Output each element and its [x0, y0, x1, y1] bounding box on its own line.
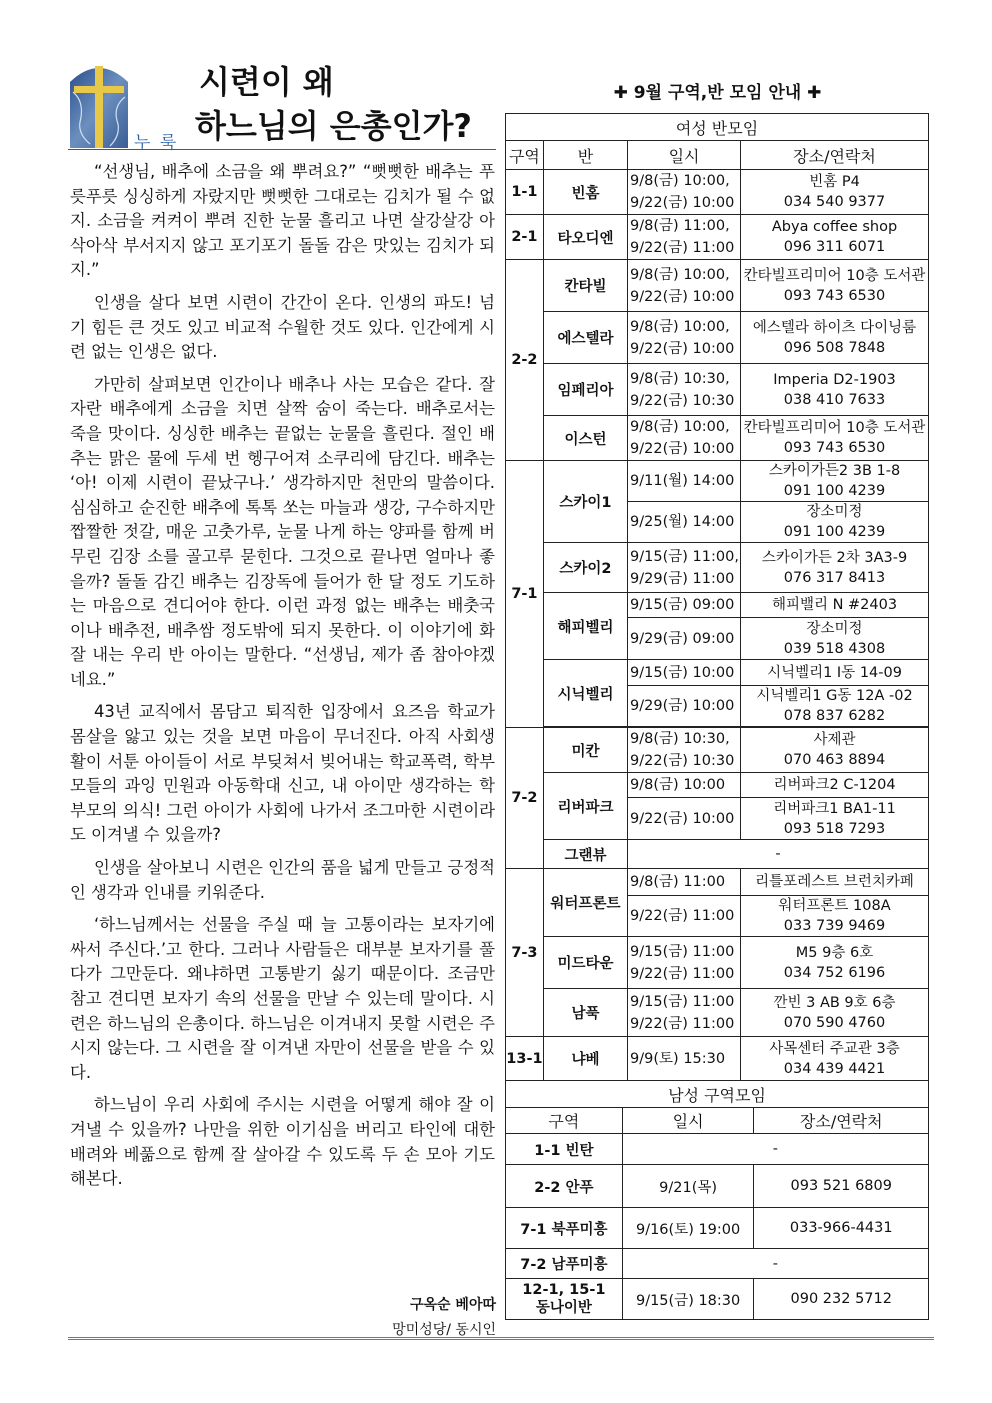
table-row: 시닉벨리 9/15(금) 10:00 시닉벨리1 I동 14-09: [506, 660, 929, 686]
column-header: 장소/연락처: [741, 141, 929, 170]
women-schedule-table: [505, 113, 929, 1081]
paragraph: 인생을 살다 보면 시련이 간간이 온다. 인생의 파도! 넘기 힘든 큰 것도 있고 비교적 수월한 것도 있다. 인간에게 시련 없는 인생은 없다.: [70, 292, 495, 362]
paragraph: “선생님, 배추에 소금을 왜 뿌려요?” “뻣뻣한 배추는 푸릇푸릇 싱싱하게 자랐지만 뻣뻣한 그대로는 김치가 될 수 없지. 소금을 켜켜이 뿌려 진한 눈물 흘리고 나면 살강살강 아삭아삭 부서지지 않고 포기포기 돌돌 감은 맛있는 김치가 되지.”: [70, 162, 495, 280]
table-caption: 남성 구역모임: [506, 1081, 929, 1108]
table-row: 리버파크 9/8(금) 10:00 리버파크2 C-1204: [506, 773, 929, 798]
paragraph: 43년 교직에서 몸담고 퇴직한 입장에서 요즈음 학교가 몸살을 앓고 있는 것을 보면 마음이 무너진다. 아직 사회생활이 서툰 아이들이 서로 부딪쳐서 빚어내는 학교폭력, 학부모들의 과잉 민원과 아동학대 신고, 내 아이만 생각하는 학부모의 의식! 그런 아이가 사회에 나가서 조그마한 시련이라도 이겨낼 수 있을까?: [70, 702, 495, 845]
table-row: 7-2 미칸 9/8(금) 10:30, 9/22(금) 10:30 사제관 070 463 8894: [506, 728, 929, 773]
table-row: 7-1 북푸미흥 9/16(토) 19:00 033-966-4431: [506, 1208, 929, 1249]
column-header: 구역: [506, 141, 544, 170]
nuruk-logo-icon: [70, 62, 128, 148]
table-row: 9/22(금) 10:00 리버파크1 BA1-11 093 518 7293: [506, 798, 929, 840]
table-row: 9/29(금) 10:00 시닉벨리1 G동 12A -02 078 837 6282: [506, 686, 929, 727]
table-row: 남푹 9/15(금) 11:00 9/22(금) 11:00 깐빈 3 AB 9호 6층 070 590 4760: [506, 989, 929, 1037]
table-row: 7-3 워터프론트 9/8(금) 11:00 리틀포레스트 브런치카페: [506, 869, 929, 896]
table-row: 1-1 빈탄 -: [506, 1134, 929, 1165]
column-header: 반: [543, 141, 627, 170]
page-footer-rule: [68, 1337, 934, 1340]
table-row: 해피벨리 9/15(금) 09:00 해피밸리 N #2403: [506, 593, 929, 618]
table-row: 7-2 남푸미흥 -: [506, 1249, 929, 1279]
table-row: 9/22(금) 11:00 워터프론트 108A 033 739 9469: [506, 896, 929, 937]
article-body: [70, 160, 495, 1200]
table-row: 이스턴 9/8(금) 10:00, 9/22(금) 10:00 칸타빌프리미어 10층 도서관 093 743 6530: [506, 416, 929, 461]
table-row: 1-1 빈홈 9/8(금) 10:00, 9/22(금) 10:00 빈홈 P4 034 540 9377: [506, 170, 929, 215]
table-row: 12-1, 15-1 동나이반 9/15(금) 18:30 090 232 5712: [506, 1279, 929, 1320]
schedule-title: ✚ 9월 구역,반 모임 안내 ✚: [613, 83, 822, 103]
title-divider: [68, 149, 496, 150]
table-row: 2-2 안푸 9/21(목) 093 521 6809: [506, 1165, 929, 1208]
table-row: 에스텔라 9/8(금) 10:00, 9/22(금) 10:00 에스텔라 하이츠 다이닝룸 096 508 7848: [506, 312, 929, 364]
table-row: 미드타운 9/15(금) 11:00 9/22(금) 11:00 M5 9층 6호 034 752 6196: [506, 937, 929, 989]
column-header: 일시: [622, 1108, 754, 1134]
table-row: 13-1 냐베 9/9(토) 15:30 사목센터 주교관 3층 034 439 4421: [506, 1037, 929, 1081]
title-line-2: 하느님의 은총인가?: [195, 107, 472, 145]
column-header: 구역: [506, 1108, 623, 1134]
table-row: 9/29(금) 09:00 장소미정 039 518 4308: [506, 618, 929, 660]
table-row: 2-2 칸타빌 9/8(금) 10:00, 9/22(금) 10:00 칸타빌프리미어 10층 도서관 093 743 6530: [506, 260, 929, 312]
column-header: 일시: [628, 141, 741, 170]
men-schedule-table: [505, 1080, 929, 1320]
table-row: 스카이2 9/15(금) 11:00, 9/29(금) 11:00 스카이가든 2차 3A3-9 076 317 8413: [506, 543, 929, 593]
paragraph: 하느님이 우리 사회에 주시는 시련을 어떻게 해야 잘 이겨낼 수 있을까? 나만을 위한 이기심을 버리고 타인에 대한 배려와 베풂으로 함께 잘 살아갈 수 있도록 두 손 모아 기도해본다.: [70, 1095, 495, 1189]
table-row: 임페리아 9/8(금) 10:30, 9/22(금) 10:30 Imperia D2-1903 038 410 7633: [506, 364, 929, 416]
table-row: 7-1 스카이1 9/11(월) 14:00 스카이가든2 3B 1-8 091 100 4239: [506, 461, 929, 502]
logo-caption: 누 룩: [134, 133, 179, 153]
table-row: 2-1 타오디엔 9/8(금) 11:00, 9/22(금) 11:00 Abya coffee shop 096 311 6071: [506, 215, 929, 260]
table-caption: 여성 반모임: [506, 114, 929, 141]
author-name: 구옥순 베아따: [409, 1297, 496, 1313]
paragraph: ‘하느님께서는 선물을 주실 때 늘 고통이라는 보자기에 싸서 주신다.’고 한다. 그러나 사람들은 대부분 보자기를 풀다가 그만둔다. 왜냐하면 고통받기 싫기 때문이다. 조금만 참고 견디면 보자기 속의 선물을 만날 수 있는데 말이다. 시련은 하느님의 은총이다. 하느님은 이겨내지 못할 시련은 주시지 않는다. 그 시련을 잘 이겨낸 자만이 선물을 받을 수 있다.: [70, 915, 495, 1082]
title-line-1: 시련이 왜: [199, 63, 334, 101]
column-header: 장소/연락처: [754, 1108, 929, 1134]
article-title: [195, 60, 472, 148]
paragraph: 인생을 살아보니 시련은 인간의 품을 넓게 만들고 긍정적인 생각과 인내를 키워준다.: [70, 858, 495, 902]
table-row: 그랜뷰 -: [506, 840, 929, 869]
paragraph: 가만히 살펴보면 인간이나 배추나 사는 모습은 같다. 잘 자란 배추에게 소금을 치면 살짝 숨이 죽는다. 배추로서는 죽을 맛이다. 싱싱한 배추는 끝없는 눈물을 흘린다. 절인 배추는 맑은 물에 두세 번 헹구어져 소쿠리에 담긴다. 배추는 ‘아! 이제 시련이 끝났구나.’ 생각하지만 천만의 말씀이다. 심심하고 순진한 배추에 톡톡 쏘는 마늘과 생강, 구수하지만 짭짤한 젓갈, 매운 고춧가루, 눈물 나게 하는 양파를 함께 버무린 김장 소를 골고루 묻힌다. 그것으로 끝나면 얼마나 좋을까? 돌돌 감긴 배추는 김장독에 들어가 한 달 정도 기도하는 마음으로 견디어야 한다. 이런 과정 없는 배추는 배춧국이나 배추전, 배추쌈 정도밖에 되지 못한다. 이 이야기에 화 잘 내는 우리 반 아이는 말한다. “선생님, 제가 좀 참아야겠네요.”: [70, 374, 495, 689]
table-row: 9/25(월) 14:00 장소미정 091 100 4239: [506, 502, 929, 543]
author-affiliation: 망미성당/ 동시인: [392, 1322, 496, 1338]
